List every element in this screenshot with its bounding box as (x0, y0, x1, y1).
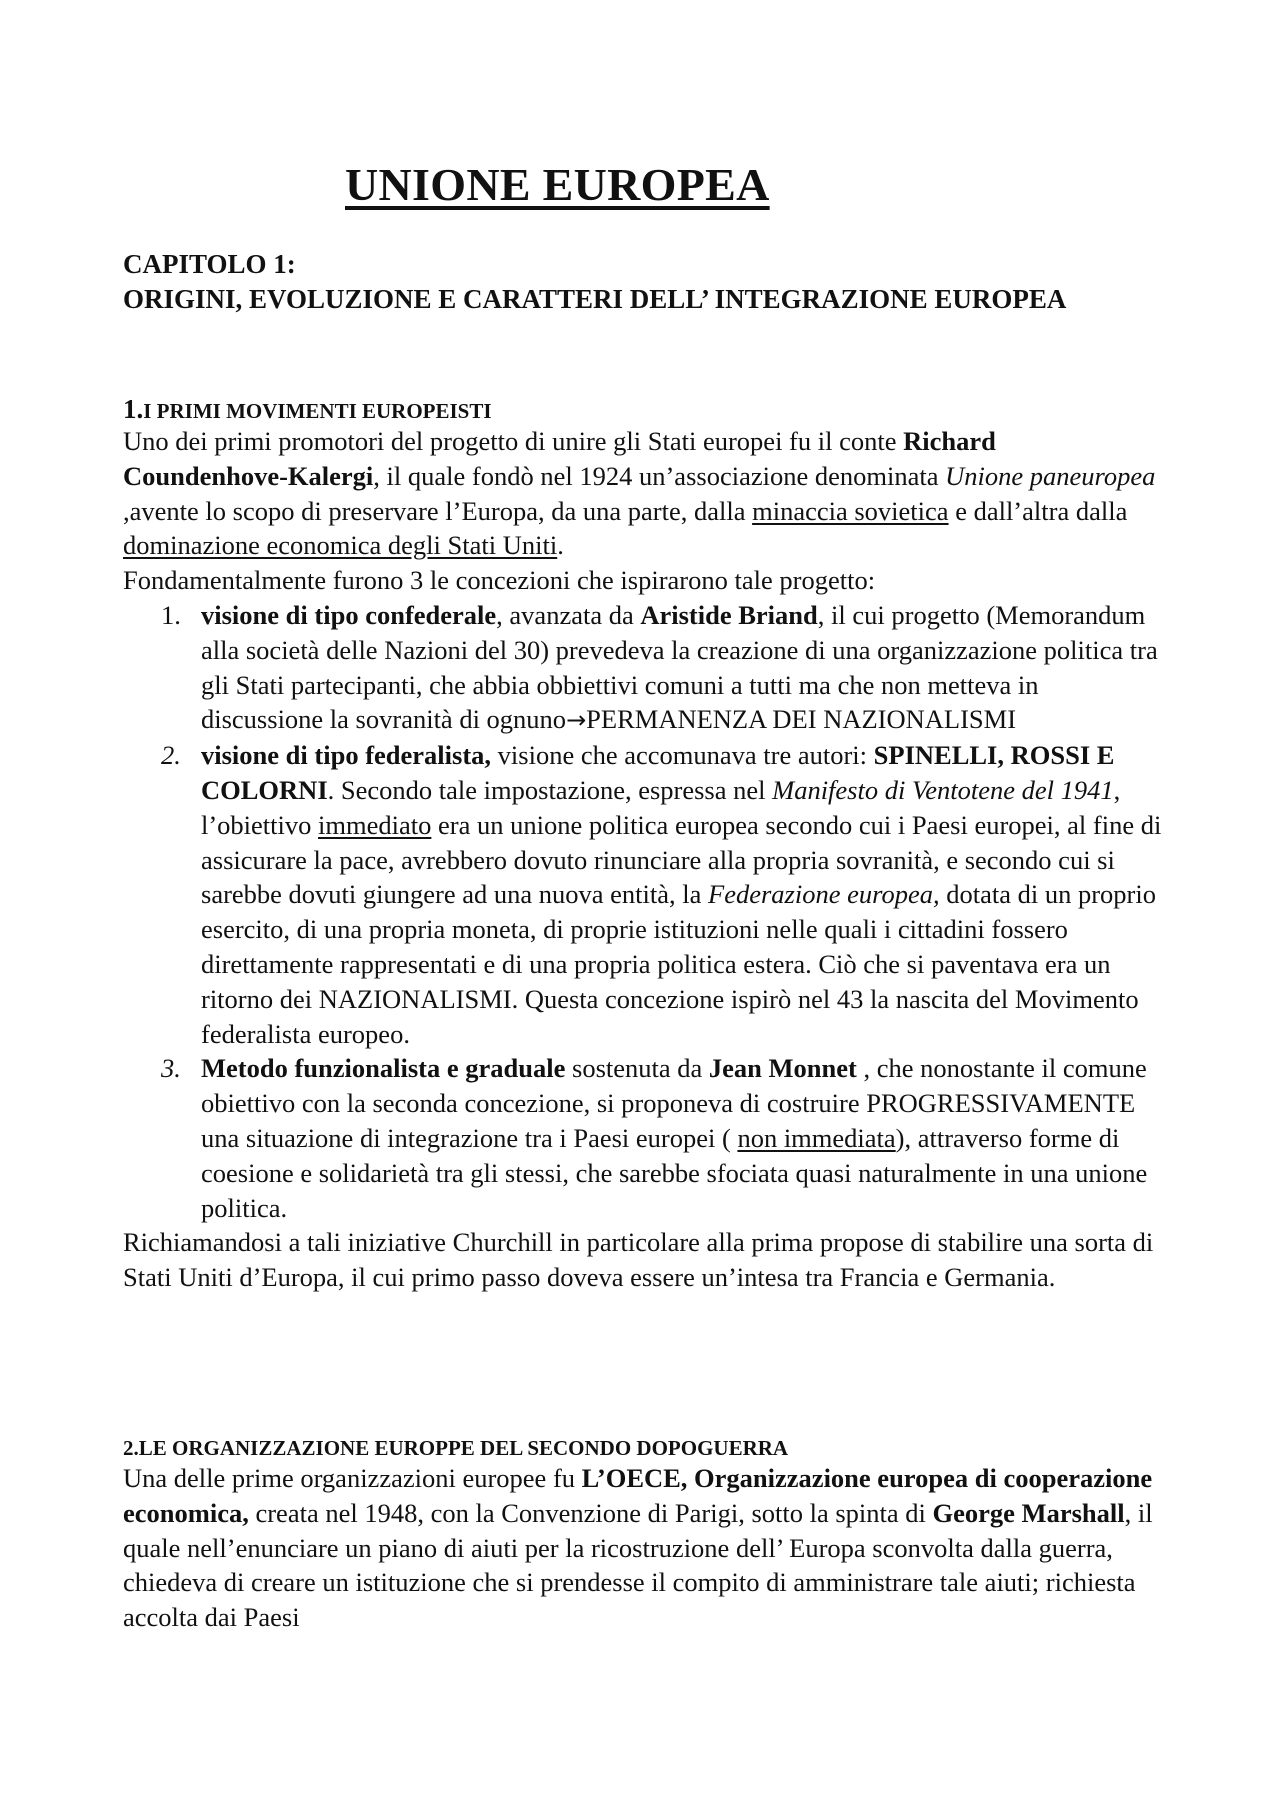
underlined-phrase: minaccia sovietica (752, 495, 949, 526)
text-run: Uno dei primi promotori del progetto di unire gli Stati europei fu il conte (123, 426, 904, 456)
document-title: UNIONE EUROPEA (345, 159, 770, 210)
person-name: Jean Monnet (708, 1053, 857, 1084)
text-run: dotata di un proprio esercito, di una propria moneta, di proprie istituzioni nelle quali i cittadini fossero direttamente rappresentati e di una propria politica estera. Ciò che si paventava era un ritorno dei NAZIONALISMI. Questa concezione ispirò nel 43 la nascita del Movimento federalista europeo. (201, 879, 1156, 1049)
list-marker: 2. (161, 740, 181, 771)
text-run: ), attraverso forme di coesione e solidarietà tra gli stessi, che sarebbe sfociata quasi naturalmente in una unione politica. (201, 1122, 1148, 1223)
section-2-paragraph (123, 1461, 1163, 1635)
text-run: , il cui progetto (Memorandum alla società delle Nazioni del 30) prevedeva la creazione di una organizzazione politica tra gli Stati partecipanti, che abbia obbiettivi comuni a tutti ma che non metteva in discussione la sovranità di ognuno (201, 599, 1158, 735)
section-2-body (123, 1461, 1163, 1635)
text-run: . (557, 530, 564, 561)
person-name: George Marshall (932, 1497, 1125, 1528)
person-name: Aristide Briand (640, 599, 818, 630)
list-marker: 3. (161, 1053, 181, 1084)
text-run: , l’obiettivo (201, 774, 1121, 840)
section-1-heading (123, 394, 492, 425)
underlined-phrase: dominazione economica degli Stati Uniti (123, 530, 558, 561)
concept-name: visione di tipo federalista, (201, 740, 492, 771)
section-1-closing: Richiamandosi a tali iniziative Churchill in particolare alla prima propose di stabilire una sorta di Stati Uniti d’Europa, il cui primo passo doveva essere un’intesa tra Francia e Germania. (123, 1227, 1154, 1293)
section-1-intro (123, 424, 1163, 563)
list-item (123, 1051, 1163, 1225)
right-arrow-icon: → (566, 706, 587, 735)
text-run: e dall’altra dalla (948, 495, 1128, 526)
chapter-heading (123, 247, 1066, 317)
list-marker: 1. (161, 599, 181, 630)
concepts-list (123, 598, 1163, 1225)
person-names: SPINELLI, ROSSI E COLORNI (201, 740, 1115, 805)
section-1-body (123, 424, 1163, 1295)
document-reference: Manifesto di Ventotene del 1941 (772, 774, 1114, 805)
section-1-number: 1. (123, 394, 144, 424)
section-1-lead: Fondamentalmente furono 3 le concezioni che ispirarono tale progetto: (123, 565, 876, 596)
text-run: Una delle prime organizzazioni europee fu (123, 1463, 582, 1493)
text-run: . Secondo tale impostazione, espressa nel (327, 774, 773, 805)
organization-name: Unione paneuropea (945, 460, 1156, 491)
text-run: PERMANENZA DEI NAZIONALISMI (586, 704, 1017, 735)
text-run: era un unione politica europea secondo cui i Paesi europei, al fine di assicurare la pace, avrebbero dovuto rinunciare alla propria sovranità, e secondo cui si sarebbe dovuti giungere ad una nuova entità, la (201, 809, 1162, 910)
text-run: sostenuta da (565, 1053, 709, 1084)
section-1-title: I PRIMI MOVIMENTI EUROPEISTI (143, 399, 492, 423)
chapter-title: ORIGINI, EVOLUZIONE E CARATTERI DELL’ INTEGRAZIONE EUROPEA (123, 284, 1067, 314)
text-run: creata nel 1948, con la Convenzione di Parigi, sotto la spinta di (248, 1497, 933, 1528)
text-run: , che nonostante il comune obiettivo con la seconda concezione, si proponeva di costruire PROGRESSIVAMENTE una situazione di integrazione tra i Paesi europei ( (201, 1053, 1147, 1153)
organization-name: L’OECE, Organizzazione europea di cooperazione economica, (123, 1463, 1153, 1528)
list-item (123, 598, 1163, 738)
underlined-phrase: immediato (318, 809, 432, 840)
text-run: visione che accomunava tre autori: (491, 740, 874, 771)
italic-phrase: Federazione europea, (708, 879, 940, 910)
section-2-heading: 2.LE ORGANIZZAZIONE EUROPPE DEL SECONDO DOPOGUERRA (123, 1436, 789, 1460)
concept-name: visione di tipo confederale (201, 599, 497, 630)
text-run: ,avente lo scopo di preservare l’Europa, da una parte, dalla (123, 495, 753, 526)
text-run: , il quale nell’enunciare un piano di aiuti per la ricostruzione dell’ Europa sconvolta dalla guerra, chiedeva di creare un istituzione che si prendesse il compito di amministrare tale aiuti; richiesta accolta dai Paesi (123, 1497, 1153, 1633)
text-run: , il quale fondò nel 1924 un’associazione denominata (373, 460, 946, 491)
text-run: , avanzata da (496, 599, 641, 630)
chapter-number: CAPITOLO 1: (123, 249, 296, 279)
person-name: Richard Coundenhove-Kalergi (123, 426, 996, 491)
concept-name: Metodo funzionalista e graduale (201, 1053, 566, 1084)
list-item (123, 738, 1163, 1051)
underlined-phrase: non immediata (737, 1122, 896, 1153)
